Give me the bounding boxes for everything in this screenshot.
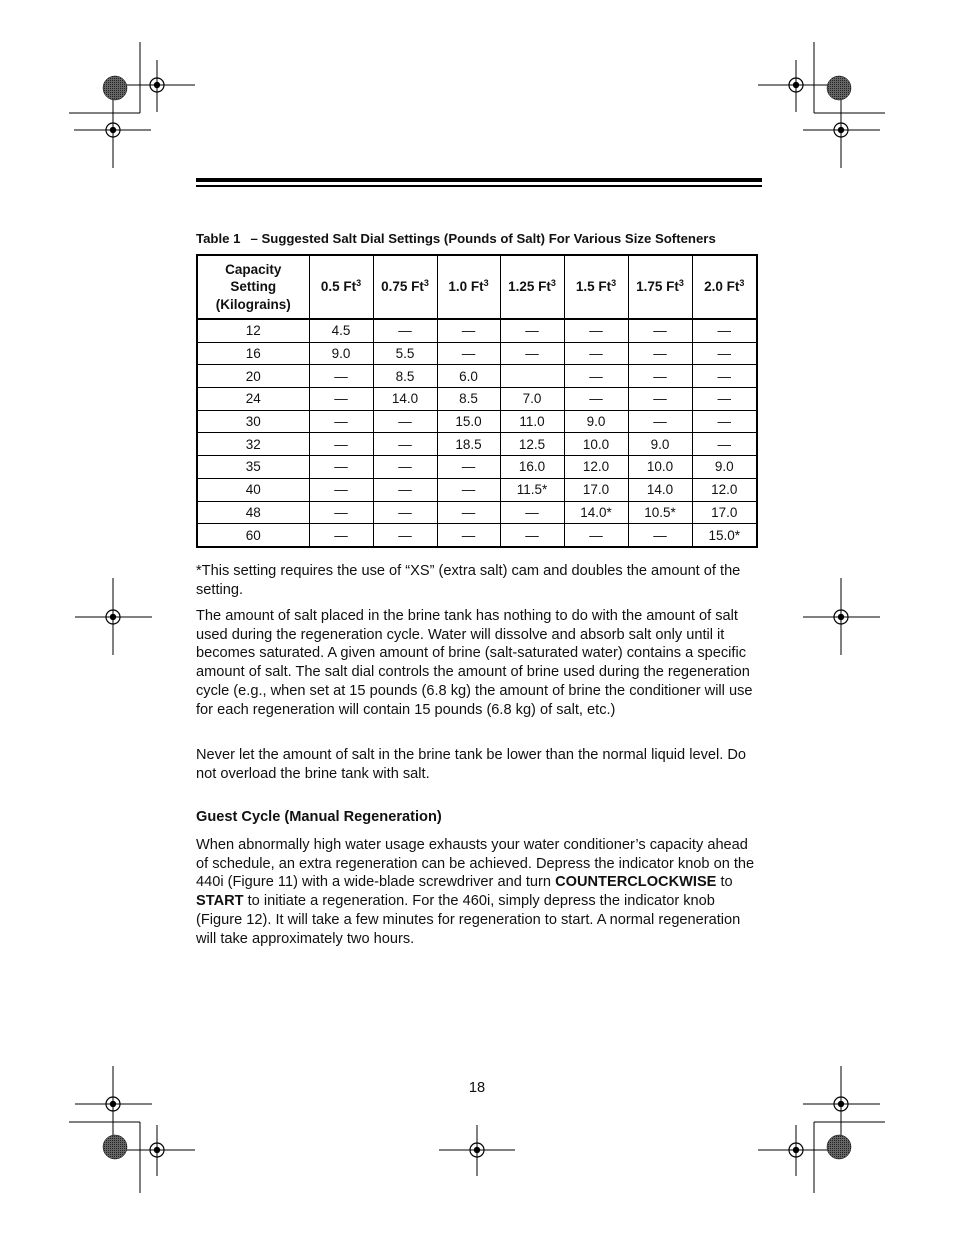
start-emphasis: START [196,893,244,910]
salt-value-cell: 10.0 [564,433,628,456]
salt-value-cell: — [628,342,692,365]
salt-value-cell: 17.0 [692,501,757,524]
salt-value-cell: — [564,319,628,342]
salt-value-cell: — [373,501,437,524]
header-size: 1.5 Ft$^3$ [564,255,628,319]
salt-value-cell: — [628,319,692,342]
salt-value-cell: — [373,524,437,547]
salt-value-cell: — [628,524,692,547]
salt-value-cell: — [437,342,500,365]
salt-value-cell: — [628,388,692,411]
salt-value-cell: 8.5 [373,365,437,388]
salt-value-cell: 10.0 [628,456,692,479]
paragraph-guest-cycle: When abnormally high water usage exhausts your water conditioner’s capacity ahead of schedule, an extra regeneration can be achieved. Depress the indicator knob on the 440i (Figure 11) with a wide-blade screwdriver and turn COUNTERCLOCKWISE to START to initiate a regeneration. For the 460i, simply depress the indicator knob (Figure 12). It will take a few minutes for regeneration to start. A normal regeneration will take approximately two hours. [196,837,755,947]
salt-value-cell: — [437,501,500,524]
salt-value-cell: 9.0 [692,456,757,479]
capacity-cell: 24 [197,388,309,411]
salt-value-cell: 12.0 [564,456,628,479]
table-row [197,388,757,411]
table-header-row [197,255,757,319]
capacity-cell: 20 [197,365,309,388]
header-capacity-setting: Capacity Setting (Kilograins) [197,255,309,319]
counterclockwise-emphasis: COUNTERCLOCKWISE [555,874,717,891]
salt-value-cell: — [309,501,373,524]
table-row [197,365,757,388]
salt-value-cell: 16.0 [500,456,564,479]
salt-value-cell: — [437,319,500,342]
salt-value-cell: — [692,342,757,365]
salt-value-cell: — [309,524,373,547]
header-size: 1.75 Ft$^3$ [628,255,692,319]
header-rule-thick [196,178,762,182]
salt-value-cell: 18.5 [437,433,500,456]
salt-value-cell: — [309,388,373,411]
salt-value-cell: — [309,410,373,433]
salt-value-cell: — [500,501,564,524]
header-size: 0.5 Ft$^3$ [309,255,373,319]
salt-value-cell: 9.0 [564,410,628,433]
salt-value-cell: — [692,433,757,456]
salt-value-cell: 4.5 [309,319,373,342]
salt-value-cell: 15.0* [692,524,757,547]
salt-value-cell: 7.0 [500,388,564,411]
salt-value-cell: — [692,365,757,388]
salt-value-cell: — [437,524,500,547]
salt-value-cell: 9.0 [309,342,373,365]
capacity-cell: 48 [197,501,309,524]
salt-value-cell: — [437,456,500,479]
salt-value-cell: — [309,456,373,479]
salt-value-cell: 14.0* [564,501,628,524]
salt-value-cell: — [437,478,500,501]
capacity-cell: 60 [197,524,309,547]
salt-value-cell: — [373,456,437,479]
header-size: 2.0 Ft$^3$ [692,255,757,319]
header-size: 1.0 Ft$^3$ [437,255,500,319]
header-rule-thin [196,185,762,187]
paragraph-salt-amount: The amount of salt placed in the brine tank has nothing to do with the amount of salt used during the regeneration cycle. Water will dissolve and absorb salt only until it becomes saturated. A given amount of brine (salt-saturated water) contains a specific amount of salt. The salt dial controls the amount of brine used during the regeneration cycle (e.g., when set at 15 pounds (6.8 kg) the amount of brine the conditioner will use for each regeneration will contain 15 pounds (6.8 kg) of salt, etc.) [196,608,753,718]
salt-value-cell: 14.0 [373,388,437,411]
salt-value-cell: — [500,319,564,342]
salt-value-cell: — [628,410,692,433]
salt-value-cell: 12.5 [500,433,564,456]
salt-value-cell: — [373,319,437,342]
salt-value-cell: — [564,524,628,547]
salt-settings-table [196,254,758,548]
salt-value-cell: 5.5 [373,342,437,365]
header-size: 1.25 Ft$^3$ [500,255,564,319]
salt-value-cell: 10.5* [628,501,692,524]
capacity-cell: 30 [197,410,309,433]
salt-value-cell: — [309,433,373,456]
capacity-cell: 40 [197,478,309,501]
page-number: 18 [468,1080,486,1096]
salt-value-cell: 6.0 [437,365,500,388]
salt-value-cell: — [628,365,692,388]
header-size: 0.75 Ft$^3$ [373,255,437,319]
salt-value-cell: — [373,410,437,433]
table-row [197,456,757,479]
salt-value-cell: 15.0 [437,410,500,433]
table-row [197,478,757,501]
salt-value-cell: — [373,433,437,456]
table-row [197,433,757,456]
paragraph-salt-level: Never let the amount of salt in the brine tank be lower than the normal liquid level. Do not overload the brine tank with salt. [196,747,747,782]
salt-value-cell: — [309,478,373,501]
salt-value-cell: — [500,524,564,547]
section-heading-guest-cycle: Guest Cycle (Manual Regeneration) [196,809,442,825]
capacity-cell: 32 [197,433,309,456]
salt-value-cell: 12.0 [692,478,757,501]
salt-value-cell: 17.0 [564,478,628,501]
salt-value-cell: — [309,365,373,388]
salt-value-cell: 11.5* [500,478,564,501]
salt-value-cell: — [692,410,757,433]
capacity-cell: 35 [197,456,309,479]
salt-value-cell: — [373,478,437,501]
salt-value-cell: — [564,388,628,411]
table-caption-label: Table 1 [196,231,241,246]
table-caption-text: – Suggested Salt Dial Settings (Pounds of Salt) For Various Size Softeners [250,231,716,246]
salt-value-cell [500,365,564,388]
table-row [197,524,757,547]
capacity-cell: 16 [197,342,309,365]
table-caption [196,231,766,246]
salt-value-cell: — [500,342,564,365]
salt-value-cell: — [564,342,628,365]
table-row [197,319,757,342]
salt-value-cell: — [692,388,757,411]
salt-value-cell: — [564,365,628,388]
table-row [197,342,757,365]
salt-value-cell: 14.0 [628,478,692,501]
salt-value-cell: 11.0 [500,410,564,433]
salt-value-cell: 8.5 [437,388,500,411]
capacity-cell: 12 [197,319,309,342]
table-row [197,410,757,433]
footnote: *This setting requires the use of “XS” (extra salt) cam and doubles the amount of the setting. [196,563,741,598]
salt-value-cell: — [692,319,757,342]
table-row [197,501,757,524]
table-body [197,319,757,547]
salt-value-cell: 9.0 [628,433,692,456]
